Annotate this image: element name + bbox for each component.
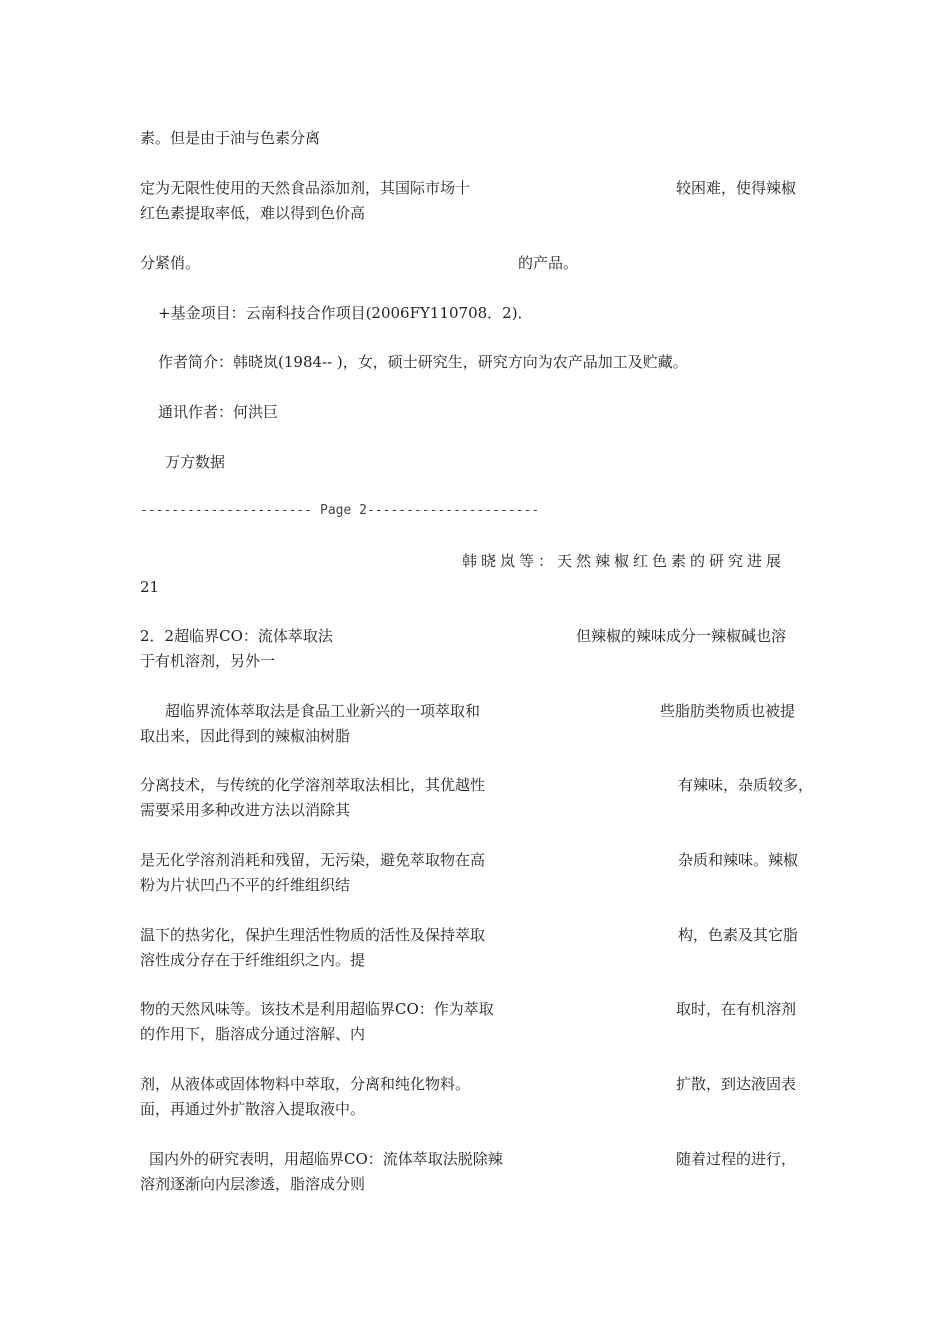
text-line: 素。但是由于油与色素分离: [140, 129, 321, 147]
text-line: 需要采用多种改进方法以消除其: [140, 801, 351, 819]
page-number: 21: [140, 578, 160, 596]
text-line: 取出来，因此得到的辣椒油树脂: [140, 727, 351, 745]
text-line: 于有机溶剂，另外一: [140, 652, 276, 670]
text-line: 有辣味，杂质较多，: [678, 776, 814, 794]
text-line: 面，再通过外扩散溶入提取液中。: [140, 1100, 366, 1118]
text-line: 些脂肪类物质也被提: [660, 702, 796, 720]
text-line: 分紧俏。: [140, 254, 201, 272]
text-line: 超临界流体萃取法是食品工业新兴的一项萃取和: [165, 702, 481, 720]
text-line: 的产品。: [518, 254, 579, 272]
running-header-title: 韩晓岚等：天然辣椒红色素的研究进展: [462, 552, 786, 570]
text-line: 分离技术，与传统的化学溶剂萃取法相比，其优越性: [140, 776, 486, 794]
text-line: 取时，在有机溶剂: [676, 1000, 797, 1018]
text-line: 较困难，使得辣椒: [676, 179, 797, 197]
page-separator: ---------------------- Page 2----------------------: [140, 503, 540, 518]
text-line: 是无化学溶剂消耗和残留，无污染，避免萃取物在高: [140, 851, 486, 869]
contact-note: 通讯作者：何洪巨: [158, 403, 279, 421]
text-line: 2．2超临界CO：流体萃取法: [140, 627, 333, 645]
text-line: 但辣椒的辣味成分一辣椒碱也溶: [576, 627, 787, 645]
text-line: 构，色素及其它脂: [678, 926, 799, 944]
watermark-text: 万方数据: [165, 453, 226, 471]
text-line: 溶剂逐渐向内层渗透，脂溶成分则: [140, 1175, 366, 1193]
text-line: 温下的热劣化，保护生理活性物质的活性及保持萃取: [140, 926, 486, 944]
text-line: 定为无限性使用的天然食品添加剂，其国际市场十: [140, 179, 471, 197]
text-line: 红色素提取率低，难以得到色价高: [140, 204, 366, 222]
text-line: 的作用下，脂溶成分通过溶解、内: [140, 1025, 366, 1043]
text-line: 国内外的研究表明，用超临界CO：流体萃取法脱除辣: [149, 1150, 503, 1168]
text-line: 粉为片状凹凸不平的纤维组织结: [140, 876, 351, 894]
fund-note: +基金项目：云南科技合作项目(2006FY110708．2)．: [158, 304, 533, 322]
text-line: 随着过程的进行，: [676, 1150, 797, 1168]
author-note: 作者简介：韩晓岚(1984-- )，女，硕士研究生，研究方向为农产品加工及贮藏。: [158, 353, 688, 371]
text-line: 杂质和辣味。辣椒: [678, 851, 799, 869]
text-line: 物的天然风味等。该技术是利用超临界CO：作为萃取: [140, 1000, 494, 1018]
text-line: 扩散，到达液固表: [676, 1075, 797, 1093]
text-line: 溶性成分存在于纤维组织之内。提: [140, 951, 366, 969]
text-line: 剂，从液体或固体物料中萃取，分离和纯化物料。: [140, 1075, 471, 1093]
